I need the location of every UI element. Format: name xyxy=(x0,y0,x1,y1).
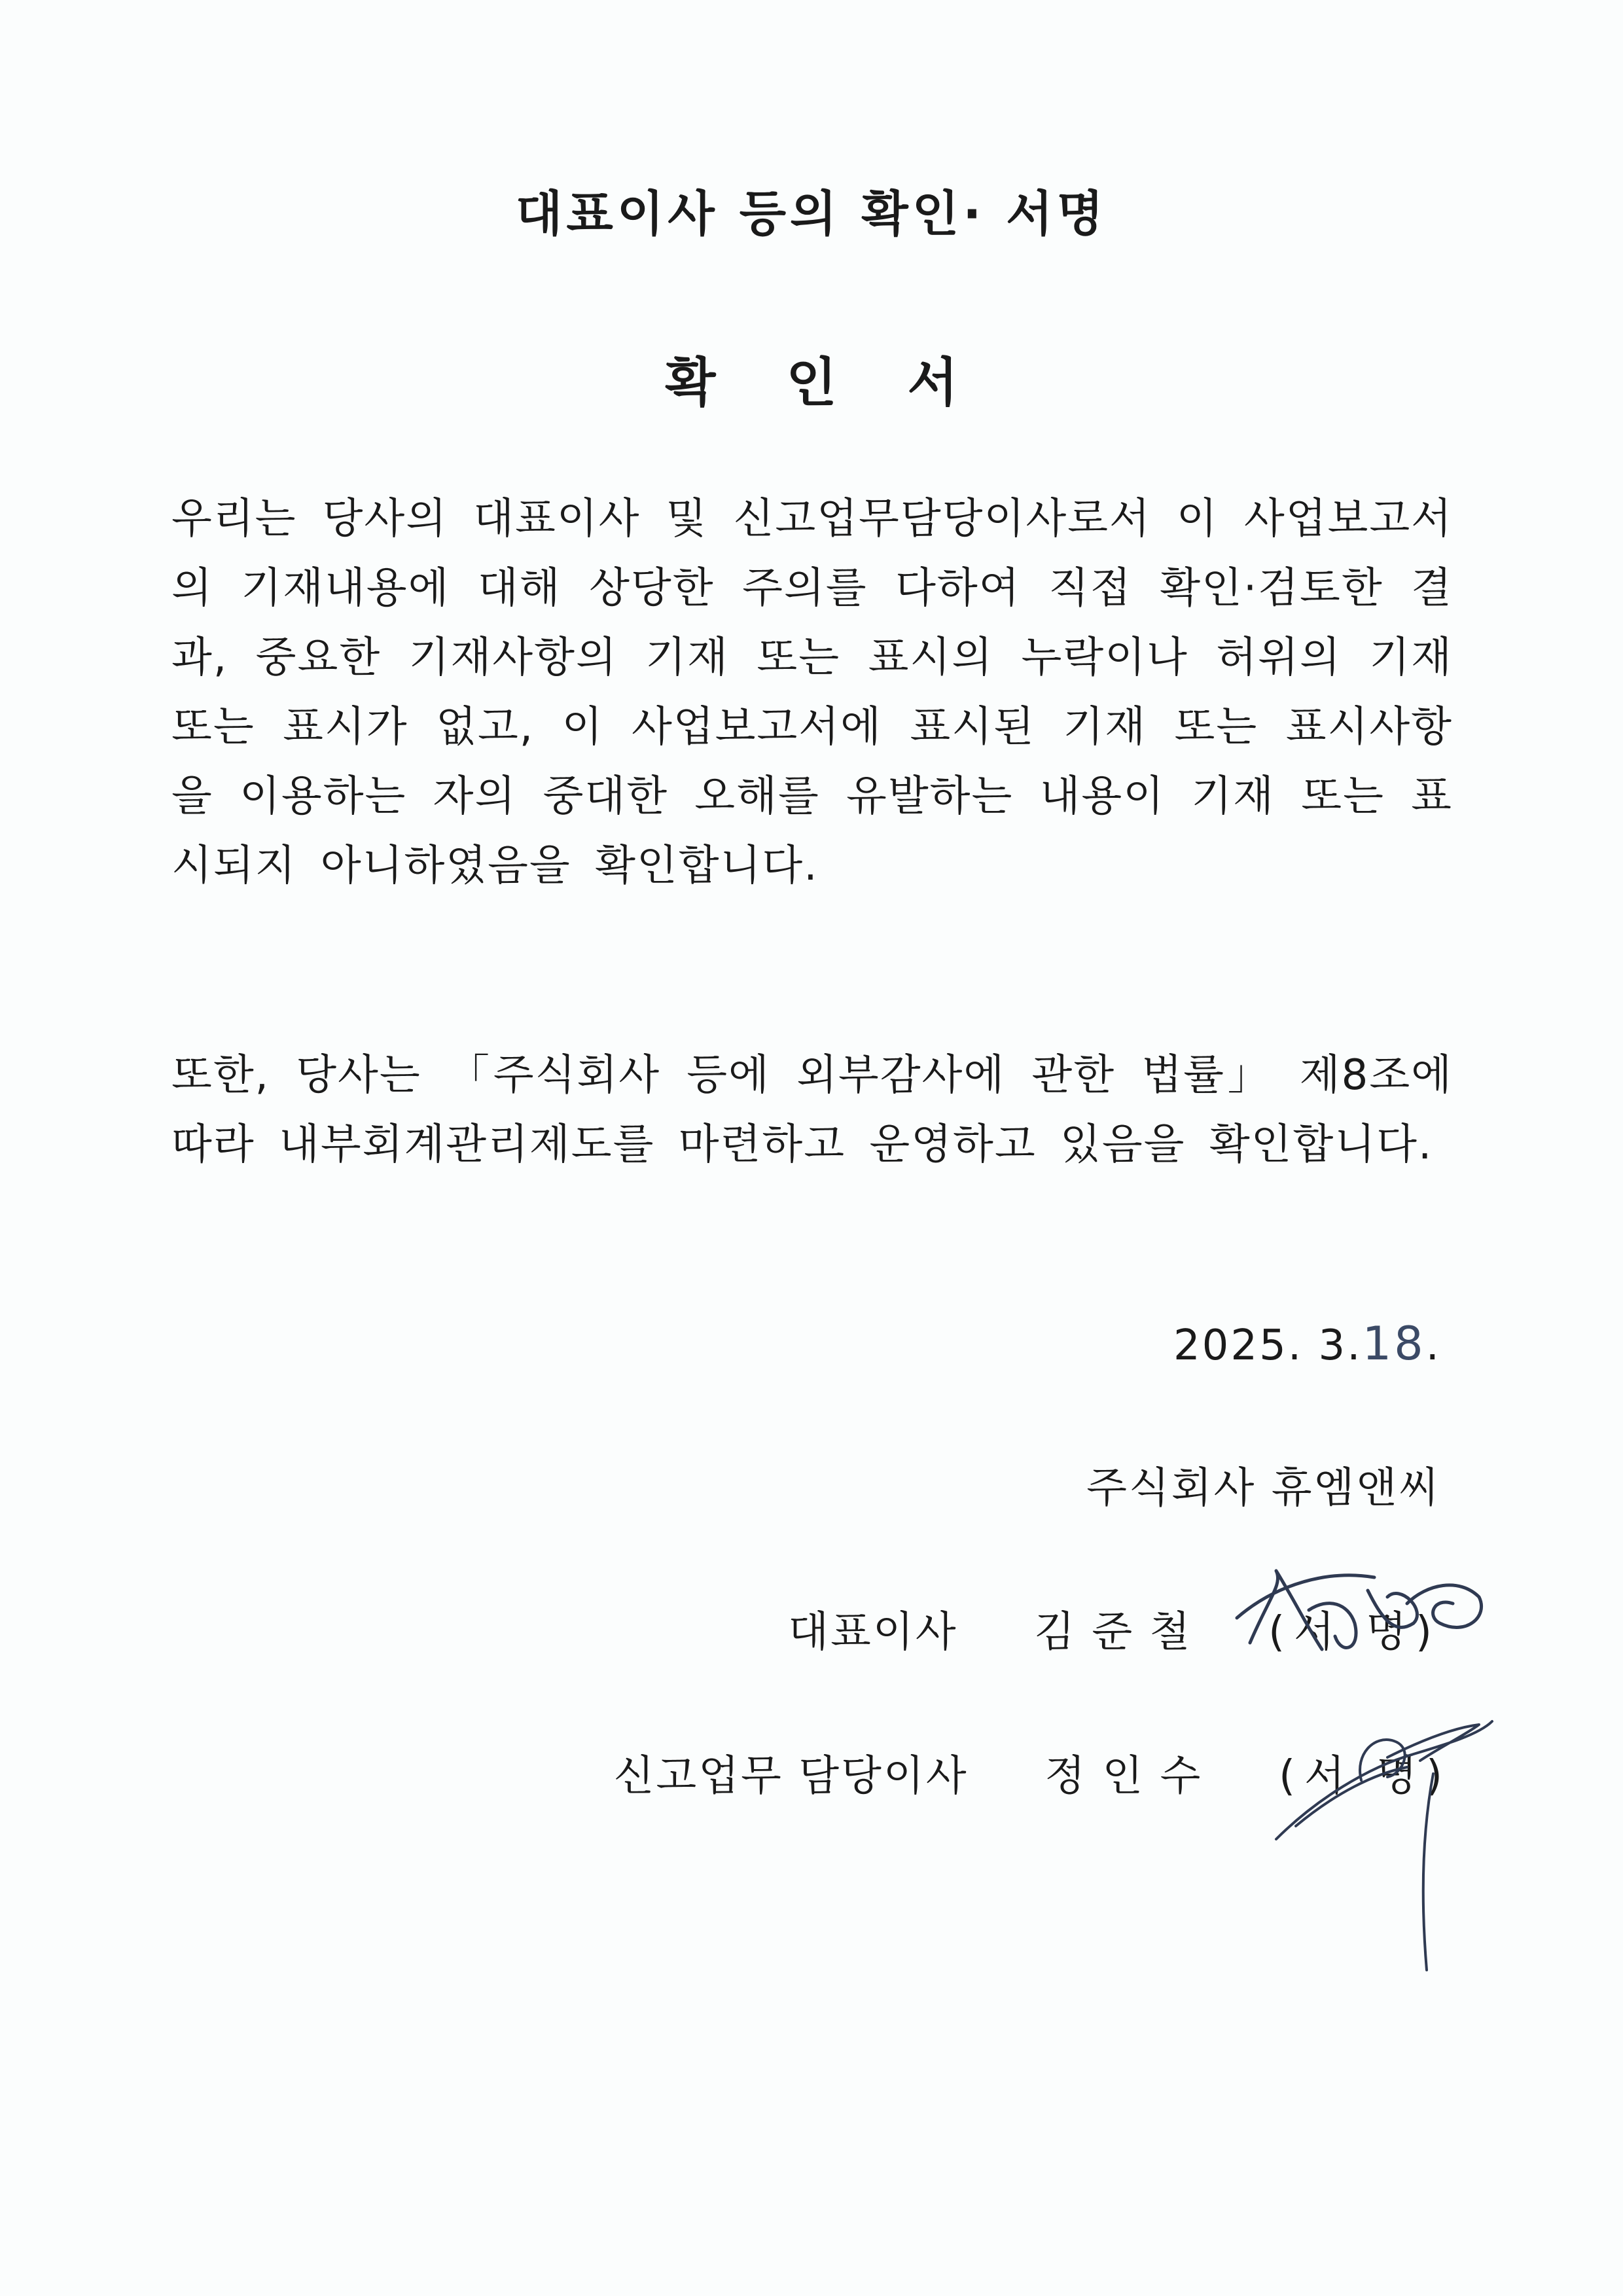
ceo-role: 대표이사 xyxy=(788,1608,958,1657)
ceo-name: 김 준 철 xyxy=(1034,1608,1192,1657)
ceo-handwritten-signature xyxy=(1230,1558,1492,1669)
company-name: 주식회사 휴엠앤씨 xyxy=(1086,1464,1441,1513)
date-handwritten-day: 18 xyxy=(1362,1317,1426,1371)
internal-control-paragraph: 또한, 당사는 「주식회사 등에 외부감사에 관한 법률」 제8조에 따라 내부회계관리제도를 마련하고 운영하고 있음을 확인합니다. xyxy=(171,1051,1453,1169)
document-title: 대표이사 등의 확인· 서명 xyxy=(515,186,1108,242)
cfo-signature-tag: (서 명) xyxy=(1279,1752,1452,1801)
ceo-signature-tag: (서 명) xyxy=(1268,1608,1441,1657)
ceo-signature-stroke xyxy=(1237,1571,1482,1649)
date-printed: 2025. 3. xyxy=(1173,1321,1363,1370)
cfo-signature-stroke xyxy=(1276,1721,1492,1970)
cfo-role: 신고업무 담당이사 xyxy=(613,1752,969,1801)
cfo-name: 정 인 수 xyxy=(1044,1752,1203,1801)
confirmation-paragraph: 우리는 당사의 대표이사 및 신고업무담당이사로서 이 사업보고서의 기재내용에 대해 상당한 주의를 다하여 직접 확인·검토한 결과, 중요한 기재사항의 기재 또는 표시의 누락이나 허위의 기재 또는 표시가 없고, 이 사업보고서에 표시된 기재 또는 표시사항을 이용하는 자의 중대한 오해를 유발하는 내용이 기재 또는 표시되지 아니하였음을 확인합니다. xyxy=(171,495,1453,890)
date-suffix: . xyxy=(1425,1321,1441,1370)
cfo-handwritten-signature xyxy=(1263,1695,1525,1990)
document-subtitle: 확 인 서 xyxy=(665,352,984,413)
date-line xyxy=(1173,1317,1441,1371)
